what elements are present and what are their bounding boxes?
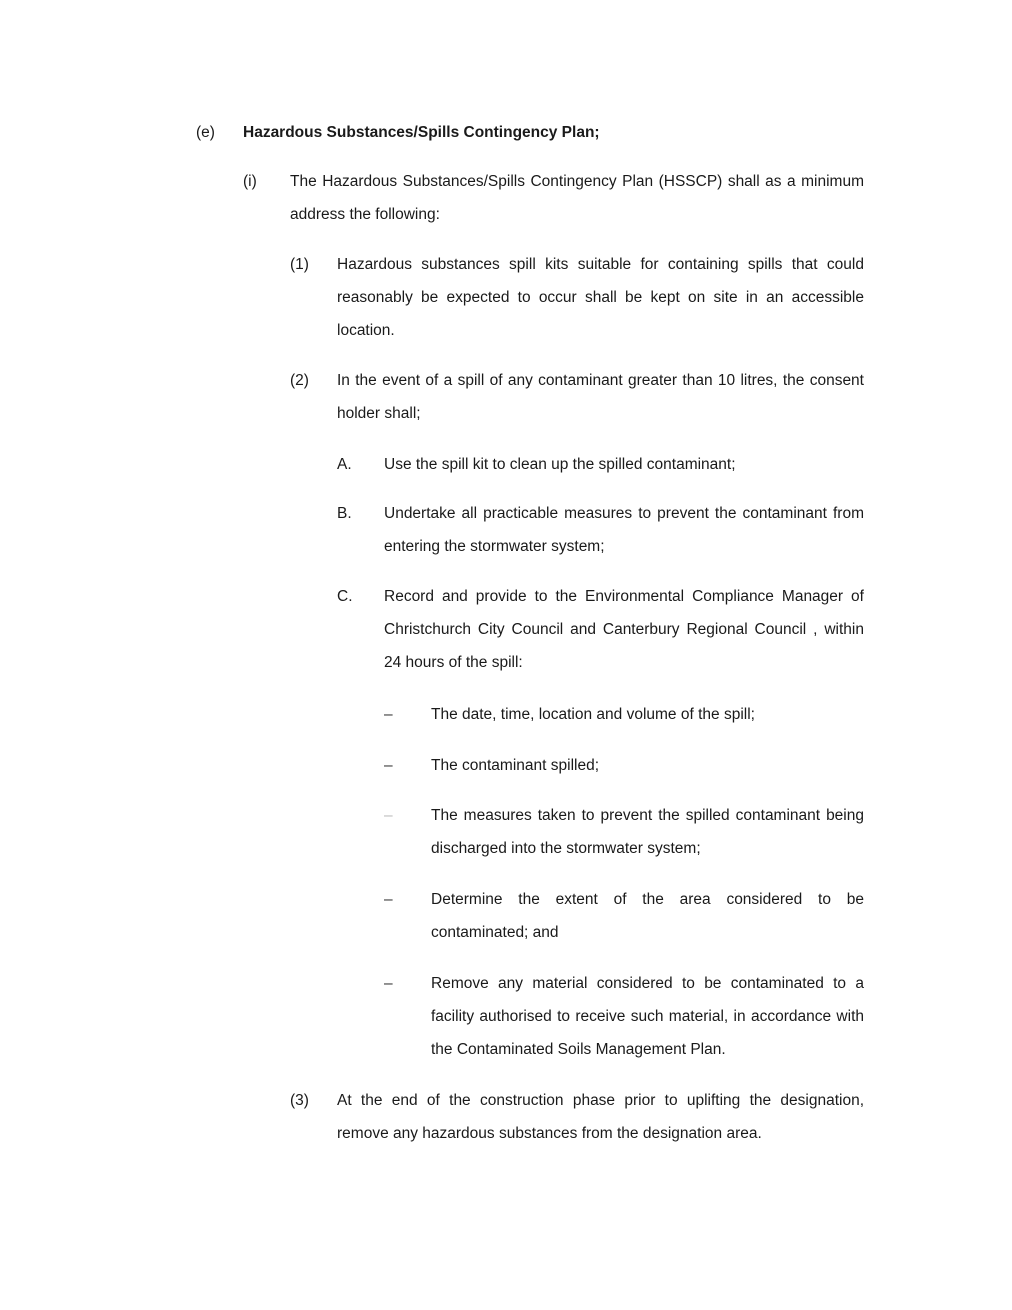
dash-icon: – <box>384 757 393 774</box>
dash-item-text: The contaminant spilled; <box>431 757 600 774</box>
dash-item-4 <box>384 883 864 949</box>
lettered-item-marker: C. <box>337 588 353 605</box>
dash-icon: – <box>384 807 393 824</box>
lettered-item-c <box>337 580 864 679</box>
numbered-item-marker: (2) <box>290 372 309 389</box>
dash-item-5 <box>384 967 864 1066</box>
section-marker: (e) <box>196 124 215 141</box>
dash-icon: – <box>384 891 393 908</box>
section-heading: Hazardous Substances/Spills Contingency Plan; <box>243 124 600 141</box>
numbered-item-text: Hazardous substances spill kits suitable for containing spills that could reasonably be expected to occur shall be kept on site in an accessible location. <box>337 256 864 339</box>
numbered-item-text: At the end of the construction phase prior to uplifting the designation, remove any hazardous substances from the designation area. <box>337 1092 864 1142</box>
dash-item-text: Determine the extent of the area considered to be contaminated; and <box>431 891 864 941</box>
lettered-item-marker: B. <box>337 505 352 522</box>
lettered-item-marker: A. <box>337 456 352 473</box>
lettered-item-b <box>337 497 864 563</box>
section-heading-row <box>196 116 864 149</box>
numbered-item-3 <box>290 1084 864 1150</box>
lettered-item-text: Record and provide to the Environmental Compliance Manager of Christchurch City Council and Canterbury Regional Council , within 24 hours of the spill: <box>384 588 864 671</box>
lettered-item-text: Undertake all practicable measures to prevent the contaminant from entering the stormwater system; <box>384 505 864 555</box>
dash-item-3 <box>384 799 864 865</box>
dash-item-text: The date, time, location and volume of the spill; <box>431 706 755 723</box>
dash-item-1 <box>384 698 864 731</box>
dash-icon: – <box>384 975 393 992</box>
numbered-item-text: In the event of a spill of any contaminant greater than 10 litres, the consent holder shall; <box>337 372 864 422</box>
numbered-item-1 <box>290 248 864 347</box>
lettered-item-text: Use the spill kit to clean up the spilled contaminant; <box>384 456 736 473</box>
clause-i <box>243 165 864 231</box>
lettered-item-a <box>337 448 864 481</box>
dash-item-2 <box>384 749 864 782</box>
clause-i-text: The Hazardous Substances/Spills Contingency Plan (HSSCP) shall as a minimum address the following: <box>290 173 864 223</box>
numbered-item-marker: (1) <box>290 256 309 273</box>
clause-i-marker: (i) <box>243 173 257 190</box>
dash-item-text: The measures taken to prevent the spilled contaminant being discharged into the stormwater system; <box>431 807 864 857</box>
dash-icon: – <box>384 706 393 723</box>
numbered-item-2 <box>290 364 864 430</box>
numbered-item-marker: (3) <box>290 1092 309 1109</box>
dash-item-text: Remove any material considered to be contaminated to a facility authorised to receive such material, in accordance with the Contaminated Soils Management Plan. <box>431 975 864 1058</box>
